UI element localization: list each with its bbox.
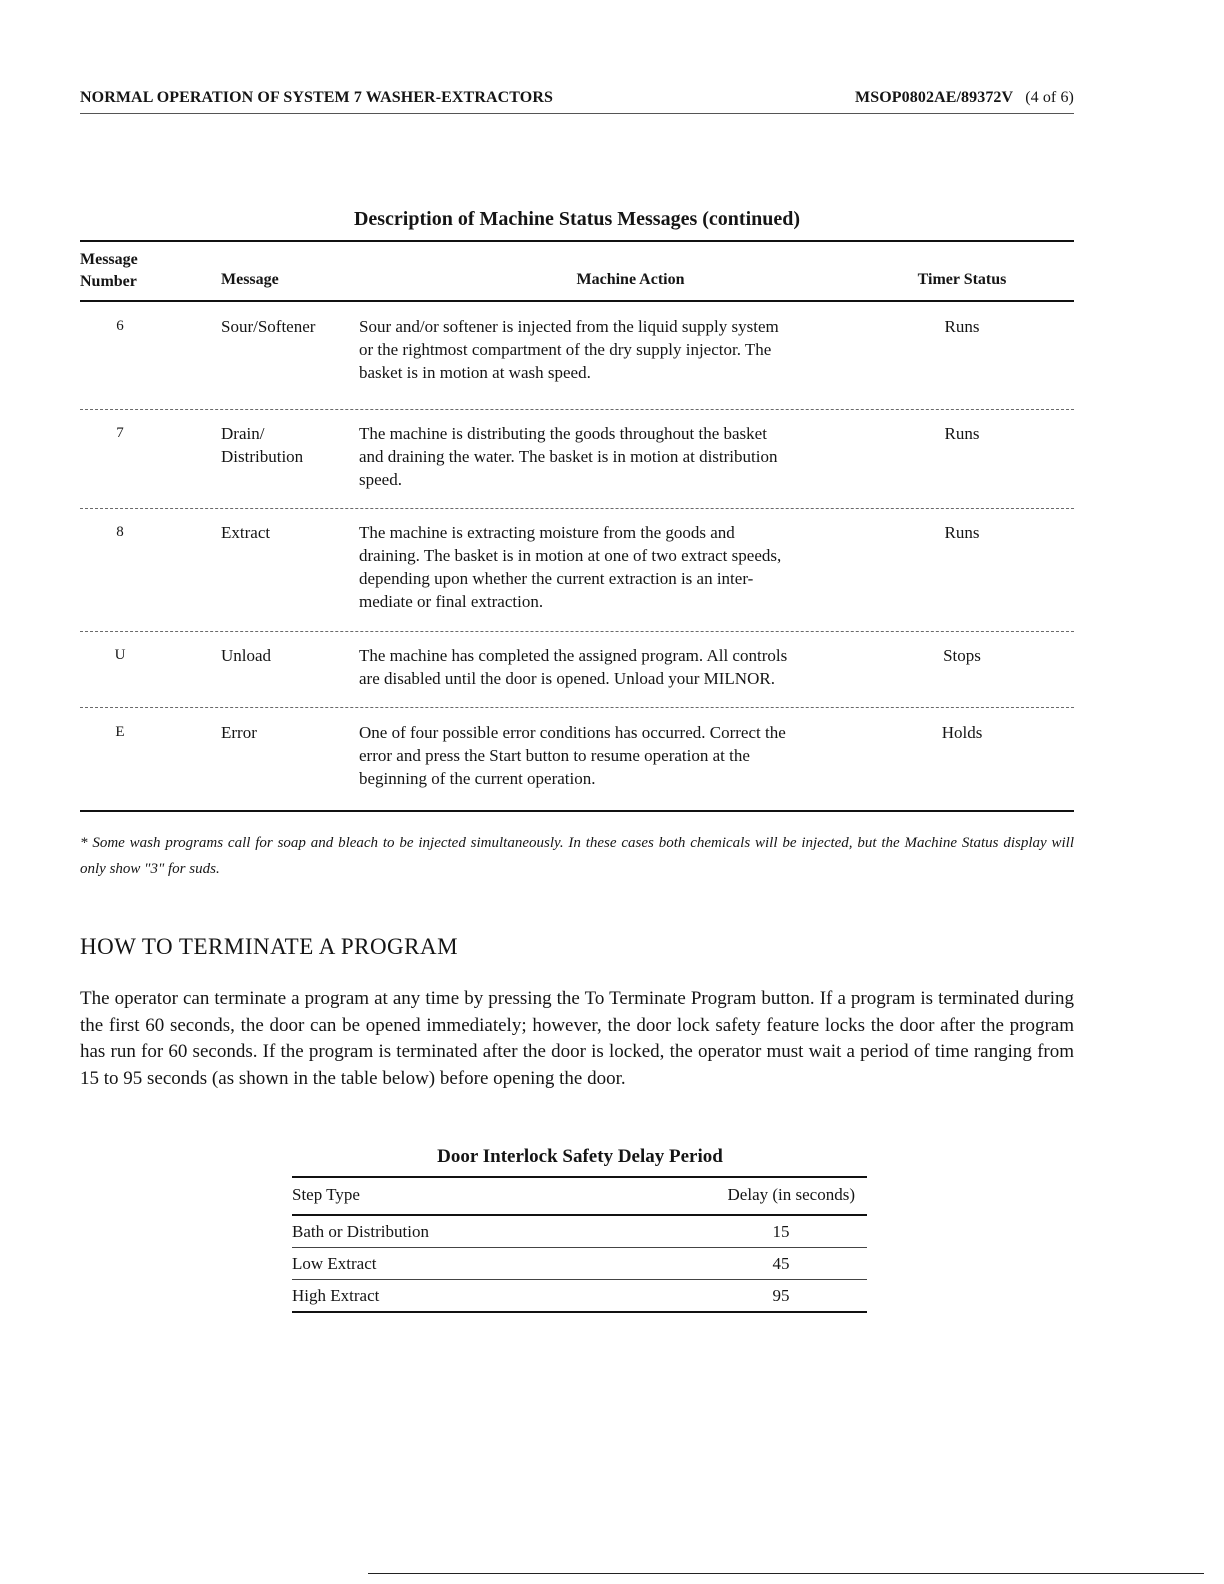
row-timer-status: Runs bbox=[944, 523, 980, 542]
row-step-type: Low Extract bbox=[292, 1254, 377, 1273]
header-doc-number: MSOP0802AE/89372V bbox=[855, 89, 1014, 106]
row-message-number: 6 bbox=[116, 318, 124, 334]
table-row bbox=[292, 1248, 867, 1280]
header-rule bbox=[80, 113, 1074, 114]
table-row bbox=[80, 632, 1074, 708]
row-step-type: High Extract bbox=[292, 1286, 380, 1305]
row-message-number: 8 bbox=[116, 524, 124, 540]
table-row bbox=[292, 1216, 867, 1248]
row-timer-status: Stops bbox=[943, 646, 981, 665]
footer-rule bbox=[368, 1573, 1204, 1574]
row-message: Unload bbox=[221, 646, 272, 665]
page-indicator: (4 of 6) bbox=[1025, 89, 1074, 106]
table-row bbox=[80, 509, 1074, 632]
delay-table-title: Door Interlock Safety Delay Period bbox=[437, 1146, 723, 1167]
row-message: Error bbox=[221, 723, 257, 742]
row-timer-status: Holds bbox=[941, 723, 983, 742]
table-row bbox=[80, 302, 1074, 410]
row-message: Drain/ Distribution bbox=[221, 424, 304, 466]
row-machine-action: The machine is distributing the goods throughout the basket and draining the water. The basket is in motion at distribution speed. bbox=[359, 424, 778, 489]
header-machine-action: Machine Action bbox=[576, 271, 685, 288]
page-header bbox=[80, 89, 1074, 107]
delay-table-header bbox=[292, 1178, 867, 1216]
header-message-number: Message Number bbox=[80, 251, 138, 290]
header-message: Message bbox=[221, 271, 279, 288]
row-message-number: 7 bbox=[116, 425, 124, 441]
header-timer-status: Timer Status bbox=[917, 271, 1007, 288]
status-messages-table bbox=[80, 240, 1074, 812]
header-step-type: Step Type bbox=[292, 1185, 360, 1204]
row-timer-status: Runs bbox=[944, 424, 980, 443]
section-heading: HOW TO TERMINATE A PROGRAM bbox=[80, 934, 459, 959]
table-row bbox=[80, 708, 1074, 812]
row-machine-action: The machine has completed the assigned program. All controls are disabled until the door is opened. Unload your MILNOR. bbox=[359, 646, 788, 688]
row-machine-action: One of four possible error conditions has occurred. Correct the error and press the Start button to resume operation at the beginning of the current operation. bbox=[359, 723, 786, 788]
table-row bbox=[80, 410, 1074, 509]
row-delay: 15 bbox=[772, 1222, 790, 1241]
table-row bbox=[292, 1280, 867, 1313]
row-delay: 45 bbox=[772, 1254, 790, 1273]
status-table-title: Description of Machine Status Messages (continued) bbox=[353, 208, 801, 230]
table-footnote: * Some wash programs call for soap and bleach to be injected simultaneously. In these cases both chemicals will be injected, but the Machine Status display will only show "3" for suds. bbox=[80, 835, 1074, 877]
header-delay: Delay (in seconds) bbox=[727, 1185, 855, 1204]
row-message: Sour/Softener bbox=[221, 317, 316, 336]
row-message: Extract bbox=[221, 523, 271, 542]
section-body: The operator can terminate a program at any time by pressing the To Terminate Program button. If a program is terminated during the first 60 seconds, the door can be opened immediately; however, the door lock safety feature locks the door after the program has run for 60 seconds. If the program is terminated after the door is locked, the operator must wait a period of time ranging from 15 to 95 seconds (as shown in the table below) before opening the door. bbox=[80, 988, 1074, 1089]
status-table-header bbox=[80, 242, 1074, 302]
row-message-number: E bbox=[115, 724, 125, 740]
delay-period-table bbox=[292, 1176, 867, 1313]
row-machine-action: The machine is extracting moisture from the goods and draining. The basket is in motion at one of two extract speeds, depending upon whether the current extraction is an inter- mediate or final extraction. bbox=[359, 523, 782, 611]
row-message-number: U bbox=[114, 647, 126, 663]
row-delay: 95 bbox=[772, 1286, 790, 1305]
row-timer-status: Runs bbox=[944, 317, 980, 336]
header-doc-id bbox=[855, 89, 1074, 107]
row-machine-action: Sour and/or softener is injected from the liquid supply system or the rightmost compartment of the dry supply injector. The basket is in motion at wash speed. bbox=[359, 317, 779, 382]
header-title: NORMAL OPERATION OF SYSTEM 7 WASHER-EXTRACTORS bbox=[80, 89, 553, 106]
row-step-type: Bath or Distribution bbox=[292, 1222, 429, 1241]
